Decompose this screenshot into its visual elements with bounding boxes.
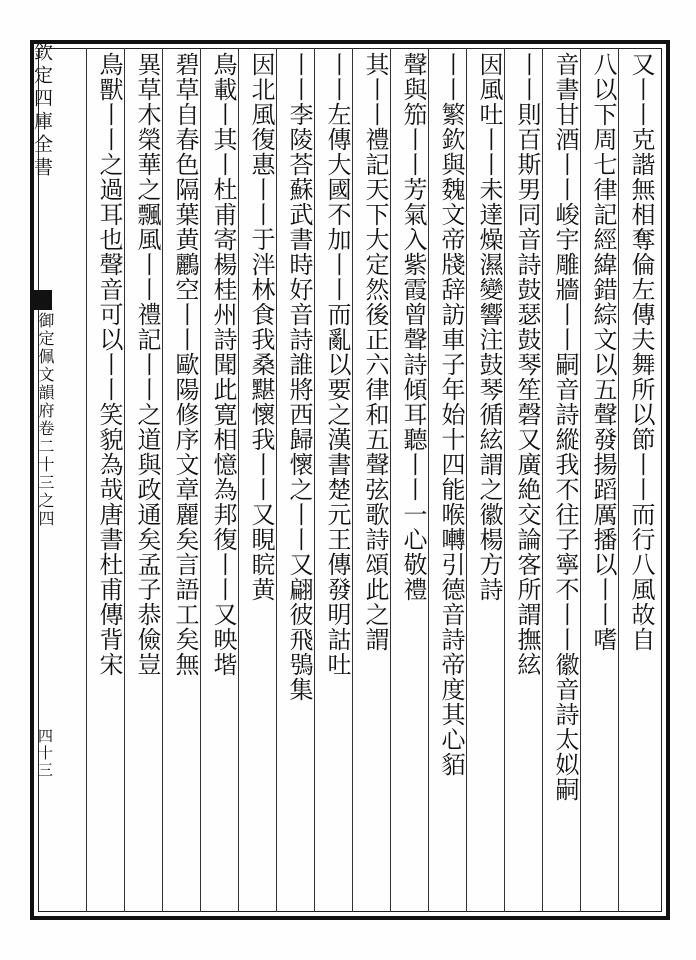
- section-number: 卷二十三之四: [36, 420, 55, 528]
- text-column-5: 因風吐丨丨未達燥濕變響注鼓琴循絃謂之徽楊方詩: [475, 52, 503, 602]
- text-column-15: 鳥獸丨丨之過耳也聲音可以丨丨笑貌為哉唐書杜甫傳背宋: [95, 52, 123, 677]
- section-title-text: 御定佩文韻府: [36, 312, 55, 420]
- text-column-14: 異草木榮華之飄風丨丨禮記丨丨之道與政通矣孟子恭儉豈: [133, 52, 161, 677]
- text-column-11: 因北風復惠丨丨于泮林食我桑黮懷我丨丨又睍睆黄: [247, 52, 275, 602]
- text-column-10: 丨丨李陵荅蘇武書時好音詩誰將西歸懷之丨丨又翩彼飛鴞集: [285, 52, 313, 702]
- text-column-6: 丨丨繁欽與魏文帝牋辞訪車子年始十四能喉囀引德音詩帝度其心貊: [437, 52, 465, 777]
- fish-tail-mark: [30, 290, 52, 310]
- text-column-4: 丨丨則百斯男同音詩鼓瑟鼓琴笙磬又廣絶交論客所謂撫絃: [513, 52, 541, 677]
- text-column-9: 丨丨左傳大國不加丨丨而亂以要之漢書楚元王傳發明詁吐: [323, 52, 351, 677]
- text-column-13: 碧草自春色隔葉黄鸝空丨丨歐陽修序文章麗矣言語工矣無: [171, 52, 199, 677]
- text-column-7: 聲與笳丨丨芳氣入紫霞曾聲詩傾耳聽丨丨一心敬禮: [399, 52, 427, 602]
- book-title: 欽定四庫全書: [31, 42, 53, 180]
- text-column-3: 音書甘酒丨丨峻宇雕牆丨丨嗣音詩縱我不往子寧不丨丨徽音詩太姒嗣: [551, 52, 579, 802]
- section-title: [34, 312, 54, 528]
- text-column-12: 鳥載丨其丨杜甫寄楊桂州詩聞此寛相憶為邦復丨丨又映堦: [209, 52, 237, 677]
- column-rule: [86, 48, 87, 912]
- text-column-1: 又丨丨克諧無相奪倫左傳夫舞所以節丨丨而行八風故自: [627, 52, 655, 652]
- text-column-2: 八以下周七律記經緯錯綜文以五聲發揚蹈厲播以丨丨嗜: [589, 52, 617, 652]
- text-column-8: 其丨丨禮記天下大定然後正六律和五聲弦歌詩頌此之謂: [361, 52, 389, 652]
- page-number: 四十三: [36, 728, 54, 779]
